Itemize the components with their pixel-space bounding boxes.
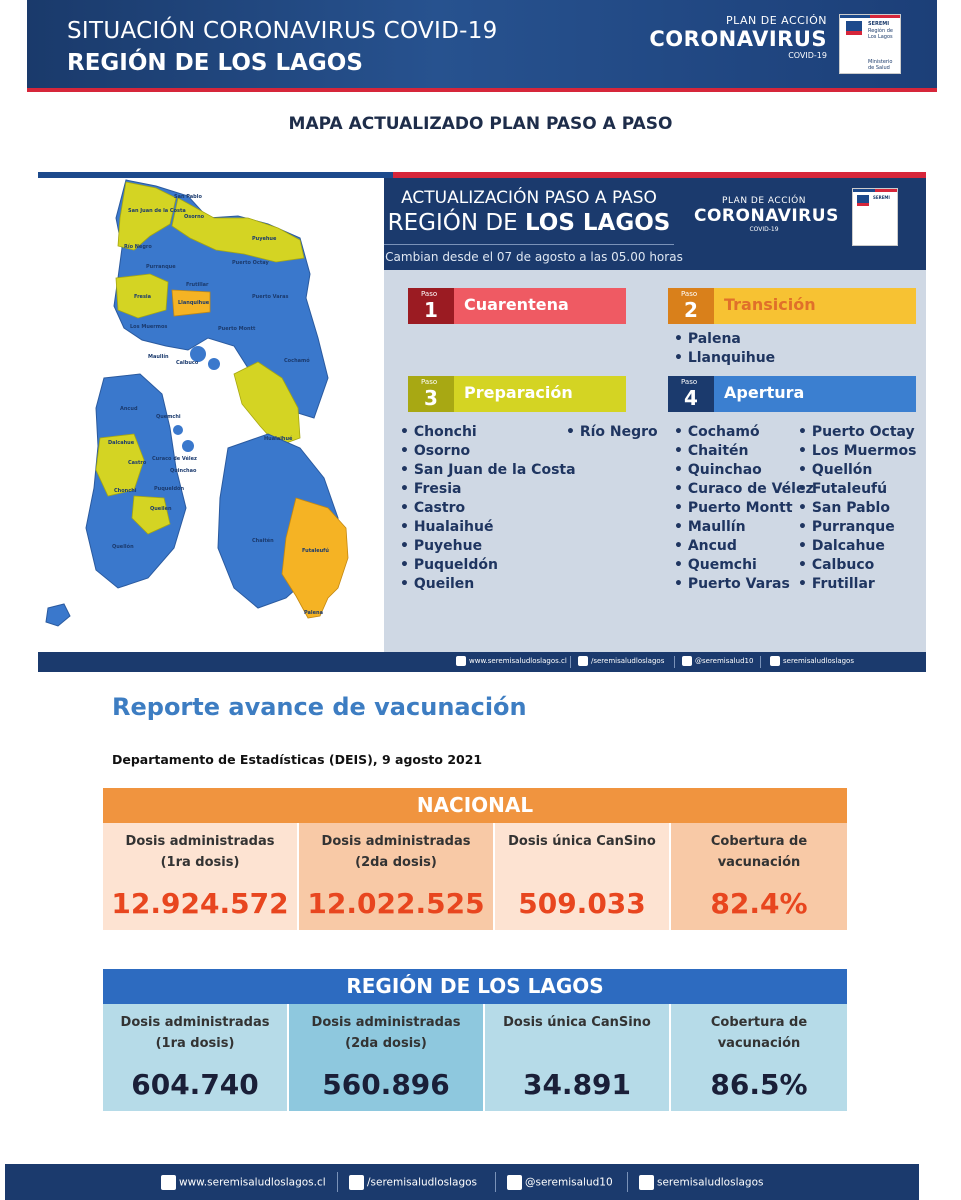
map-label: Puerto Varas <box>252 294 289 300</box>
list-item: • Calbuco <box>798 556 916 575</box>
list-item: • Quellón <box>798 461 916 480</box>
table-cell-cansino: Dosis única CanSino 509.033 <box>495 823 669 930</box>
map-label: Purranque <box>146 264 176 270</box>
cansino-value: 34.891 <box>522 1068 632 1101</box>
cansino-value: 509.033 <box>518 887 646 920</box>
infographic-header <box>384 178 926 270</box>
list-item: • Puerto Varas <box>674 575 814 594</box>
map-label: Ancud <box>120 406 138 412</box>
map-label: Curaco de Vélez <box>152 456 197 462</box>
phase-number-badge: Paso 4 <box>668 376 714 412</box>
dose2-value: 12.022.525 <box>307 887 485 920</box>
phase-2-transicion <box>668 288 916 324</box>
table-cell-coverage: Cobertura de vacunación 86.5% <box>671 1004 847 1111</box>
map-label: Quemchi <box>156 414 181 420</box>
map-label: Quinchao <box>170 468 197 474</box>
seremi-logo <box>839 14 901 74</box>
header-title-line1: SITUACIÓN CORONAVIRUS COVID-19 <box>67 18 498 44</box>
plan-sub: COVID-19 <box>749 226 779 233</box>
map-label: Queilen <box>150 506 172 512</box>
phase-3-communes-col2 <box>566 423 658 442</box>
list-item: • Cochamó <box>674 423 814 442</box>
list-item: • Quemchi <box>674 556 814 575</box>
dose1-value: 12.924.572 <box>111 887 289 920</box>
twitter-icon <box>682 656 692 666</box>
report-title: Reporte avance de vacunación <box>112 693 527 721</box>
phase-3-preparacion <box>408 376 626 412</box>
plan-brand: CORONAVIRUS <box>694 206 839 226</box>
list-item: • Maullín <box>674 518 814 537</box>
plan-coronavirus-logo <box>647 14 827 60</box>
map-section-title: MAPA ACTUALIZADO PLAN PASO A PASO <box>288 114 673 134</box>
region-map <box>38 178 384 652</box>
seremi-ministry: Ministerio de Salud <box>868 59 893 71</box>
region-vaccination-table <box>103 969 847 1111</box>
page-header <box>27 0 937 92</box>
table-cell-dose1: Dosis administradas (1ra dosis) 604.740 <box>103 1004 287 1111</box>
table-cell-dose2: Dosis administradas (2da dosis) 12.022.525 <box>299 823 493 930</box>
map-label: Los Muermos <box>130 324 168 330</box>
map-label: Futaleufú <box>302 548 329 554</box>
plan-sub: COVID-19 <box>788 51 827 60</box>
phase-3-communes-col1 <box>400 423 576 594</box>
phase-name: Transición <box>714 288 916 324</box>
infographic-title-line1: ACTUALIZACIÓN PASO A PASO <box>401 188 657 208</box>
list-item: • Quinchao <box>674 461 814 480</box>
list-item: • Dalcahue <box>798 537 916 556</box>
map-label: Fresia <box>134 294 152 300</box>
list-item: • Puerto Montt <box>674 499 814 518</box>
map-label: Maullín <box>148 354 169 360</box>
plan-coronavirus-logo <box>694 196 839 233</box>
seremi-label: SEREMI <box>868 21 890 27</box>
phase-name: Preparación <box>454 376 626 412</box>
website-link[interactable]: www.seremisaludloslagos.cl <box>456 656 567 666</box>
dose2-value: 560.896 <box>322 1068 450 1101</box>
chile-shield-icon <box>857 195 869 206</box>
map-label: Calbuco <box>176 360 199 366</box>
phase-4-apertura <box>668 376 916 412</box>
map-label: San Pablo <box>174 194 202 200</box>
report-source: Departamento de Estadísticas (DEIS), 9 agosto 2021 <box>112 752 483 767</box>
website-link[interactable]: www.seremisaludloslagos.cl <box>161 1175 326 1190</box>
list-item: • San Juan de la Costa <box>400 461 576 480</box>
list-item: • Ancud <box>674 537 814 556</box>
list-item: • Puerto Octay <box>798 423 916 442</box>
phase-name: Cuarentena <box>454 288 626 324</box>
facebook-link[interactable]: /seremisaludloslagos <box>578 656 664 666</box>
twitter-link[interactable]: @seremisalud10 <box>507 1175 613 1190</box>
list-item: • Purranque <box>798 518 916 537</box>
plan-brand: CORONAVIRUS <box>649 27 827 51</box>
seremi-region: Región de Los Lagos <box>868 28 893 40</box>
chile-shield-icon <box>846 21 862 35</box>
plan-label: PLAN DE ACCIÓN <box>722 196 806 206</box>
map-label: Palena <box>304 610 323 616</box>
map-label: Puerto Octay <box>232 260 269 266</box>
seremi-label: SEREMI <box>873 195 890 200</box>
map-label: Chaitén <box>252 538 274 544</box>
table-cell-dose2: Dosis administradas (2da dosis) 560.896 <box>289 1004 483 1111</box>
list-item: • Río Negro <box>566 423 658 442</box>
list-item: • Castro <box>400 499 576 518</box>
infographic-title-line2: REGIÓN DE LOS LAGOS <box>387 210 671 236</box>
map-label: Frutillar <box>186 282 209 288</box>
table-heading: NACIONAL <box>103 788 847 823</box>
list-item: • San Pablo <box>798 499 916 518</box>
list-item: • Palena <box>674 330 775 349</box>
table-heading: REGIÓN DE LOS LAGOS <box>103 969 847 1004</box>
list-item: • Llanquihue <box>674 349 775 368</box>
phase-number-badge: Paso 3 <box>408 376 454 412</box>
list-item: • Queilen <box>400 575 576 594</box>
facebook-icon <box>578 656 588 666</box>
facebook-link[interactable]: /seremisaludloslagos <box>349 1175 477 1190</box>
phase-4-communes-col2 <box>798 423 916 594</box>
list-item: • Frutillar <box>798 575 916 594</box>
instagram-link[interactable]: seremisaludloslagos <box>639 1175 764 1190</box>
phase-4-communes-col1 <box>674 423 814 594</box>
table-cell-coverage: Cobertura de vacunación 82.4% <box>671 823 847 930</box>
phase-name: Apertura <box>714 376 916 412</box>
dose1-value: 604.740 <box>131 1068 259 1101</box>
list-item: • Puqueldón <box>400 556 576 575</box>
phase-number-badge: Paso 1 <box>408 288 454 324</box>
map-label: Cochamó <box>284 358 310 364</box>
web-icon <box>456 656 466 666</box>
phase-number-badge: Paso 2 <box>668 288 714 324</box>
coverage-value: 86.5% <box>710 1068 808 1101</box>
map-label: Dalcahue <box>108 440 135 446</box>
instagram-link[interactable]: seremisaludloslagos <box>770 656 854 666</box>
instagram-icon <box>639 1175 654 1190</box>
region-map-svg <box>38 178 384 652</box>
infographic-subtitle: Cambian desde el 07 de agosto a las 05.00 horas <box>385 250 683 264</box>
list-item: • Chonchi <box>400 423 576 442</box>
list-item: • Hualaihué <box>400 518 576 537</box>
twitter-icon <box>507 1175 522 1190</box>
national-vaccination-table <box>103 788 847 930</box>
map-label: Puerto Montt <box>218 326 256 332</box>
map-label: Llanquihue <box>178 300 210 306</box>
map-label: Puyehue <box>252 236 277 242</box>
plan-label: PLAN DE ACCIÓN <box>725 14 827 27</box>
list-item: • Chaitén <box>674 442 814 461</box>
list-item: • Fresia <box>400 480 576 499</box>
phase-2-communes <box>674 330 775 368</box>
twitter-link[interactable]: @seremisalud10 <box>682 656 753 666</box>
map-label: Puqueldón <box>154 486 185 492</box>
table-cell-cansino: Dosis única CanSino 34.891 <box>485 1004 669 1111</box>
facebook-icon <box>349 1175 364 1190</box>
coverage-value: 82.4% <box>710 887 808 920</box>
map-label: Quellón <box>112 544 134 550</box>
page-footer <box>5 1164 919 1200</box>
map-label: San Juan de la Costa <box>128 208 186 214</box>
map-label: Río Negro <box>124 244 152 250</box>
list-item: • Curaco de Vélez <box>674 480 814 499</box>
table-cell-dose1: Dosis administradas (1ra dosis) 12.924.572 <box>103 823 297 930</box>
web-icon <box>161 1175 176 1190</box>
map-label: Hualaihué <box>264 436 293 442</box>
paso-a-paso-infographic <box>38 172 926 672</box>
seremi-logo <box>852 188 898 246</box>
instagram-icon <box>770 656 780 666</box>
map-label: Castro <box>128 460 147 466</box>
map-label: Chonchi <box>114 488 137 494</box>
header-title-line2: REGIÓN DE LOS LAGOS <box>67 50 363 76</box>
list-item: • Osorno <box>400 442 576 461</box>
list-item: • Puyehue <box>400 537 576 556</box>
list-item: • Los Muermos <box>798 442 916 461</box>
phase-1-cuarentena <box>408 288 626 324</box>
list-item: • Futaleufú <box>798 480 916 499</box>
map-label: Osorno <box>184 214 205 220</box>
infographic-footer <box>38 652 926 672</box>
